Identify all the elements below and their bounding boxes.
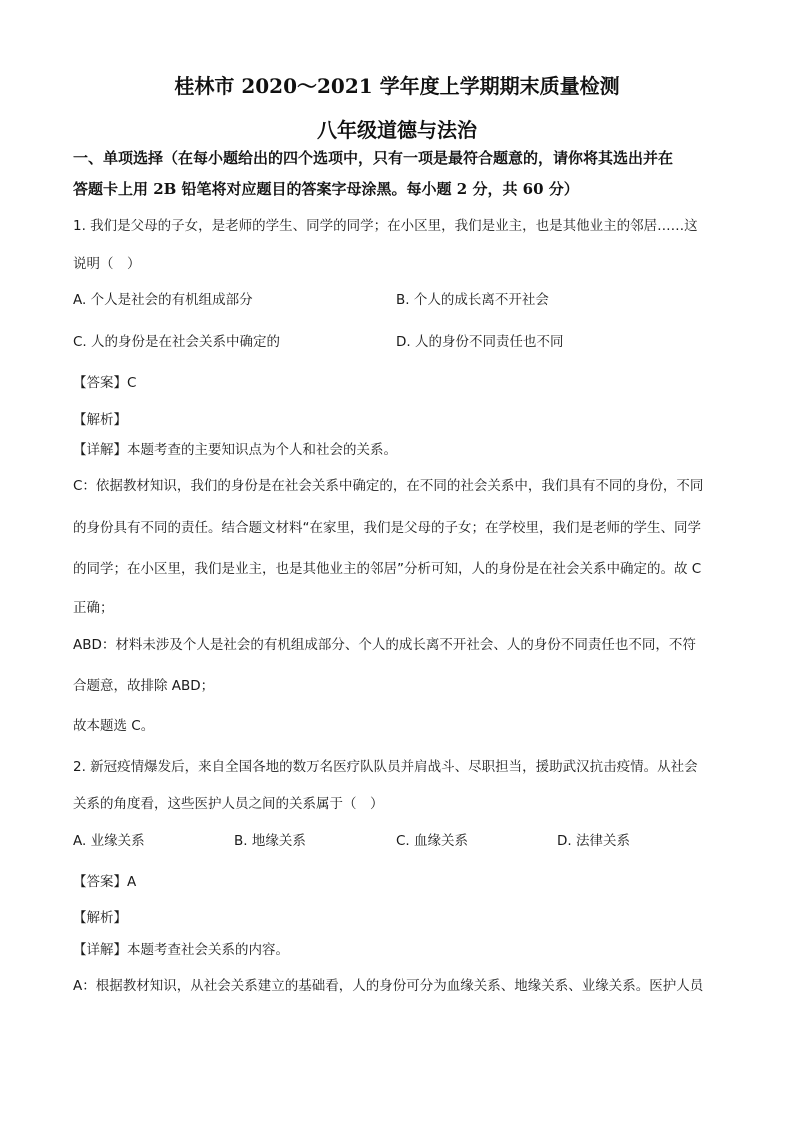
q2-stem-line-1: 2. 新冠疫情爆发后，来自全国各地的数万名医疗队队员并肩战斗、尽职担当，援助武汉抗击疫情。从社会: [73, 759, 698, 775]
section-heading: [73, 143, 733, 205]
q1-option-b: B. 个人的成长离不开社会: [396, 292, 549, 308]
q1-option-c: C. 人的身份是在社会关系中确定的: [73, 334, 281, 350]
q1-option-d: D. 人的身份不同责任也不同: [396, 334, 564, 350]
section-heading-line-2: 答题卡上用 2B 铅笔将对应题目的答案字母涂黑。每小题 2 分，共 60 分）: [73, 180, 579, 198]
q1-detail: 【详解】本题考查的主要知识点为个人和社会的关系。: [73, 442, 397, 458]
q1-explanation-line-2: 的身份具有不同的责任。结合题文材料“在家里，我们是父母的子女；在学校里，我们是老师的学生、同学: [73, 520, 701, 536]
q1-explanation-line-6: 合题意，故排除 ABD；: [73, 678, 215, 694]
q2-stem-line-2: 关系的角度看，这些医护人员之间的关系属于（ ）: [73, 796, 384, 812]
q1-explanation-line-3: 的同学；在小区里，我们是业主，也是其他业主的邻居”分析可知，人的身份是在社会关系中确定的。故 C: [73, 561, 702, 577]
q2-detail: 【详解】本题考查社会关系的内容。: [73, 942, 289, 958]
q2-option-b: B. 地缘关系: [234, 833, 306, 849]
q2-answer: 【答案】A: [73, 874, 137, 890]
exam-title: 桂林市 2020～2021 学年度上学期期末质量检测: [174, 74, 620, 98]
q1-explanation-line-4: 正确；: [73, 600, 114, 616]
q2-explanation-line-1: A：根据教材知识，从社会关系建立的基础看，人的身份可分为血缘关系、地缘关系、业缘关系。医护人员: [73, 978, 704, 994]
q1-explanation-line-1: C：依据教材知识，我们的身份是在社会关系中确定的，在不同的社会关系中，我们具有不同的身份，不同: [73, 478, 704, 494]
exam-subtitle: 八年级道德与法治: [317, 118, 477, 142]
q1-explanation-line-5: ABD：材料未涉及个人是社会的有机组成部分、个人的成长离不开社会、人的身份不同责任也不同，不符: [73, 637, 696, 653]
q1-analysis-label: 【解析】: [73, 412, 127, 428]
q1-option-a: A. 个人是社会的有机组成部分: [73, 292, 253, 308]
q1-stem-line-2: 说明（ ）: [73, 256, 141, 272]
q1-stem-line-1: 1. 我们是父母的子女，是老师的学生、同学的同学；在小区里，我们是业主，也是其他业主的邻居……这: [73, 218, 698, 234]
q2-option-a: A. 业缘关系: [73, 833, 145, 849]
q1-answer: 【答案】C: [73, 375, 137, 391]
q2-option-d: D. 法律关系: [557, 833, 630, 849]
q2-option-c: C. 血缘关系: [396, 833, 469, 849]
q2-analysis-label: 【解析】: [73, 910, 127, 926]
section-heading-line-1: 一、单项选择（在每小题给出的四个选项中，只有一项是最符合题意的，请你将其选出并在: [73, 149, 674, 167]
q1-explanation-line-7: 故本题选 C。: [73, 718, 155, 734]
